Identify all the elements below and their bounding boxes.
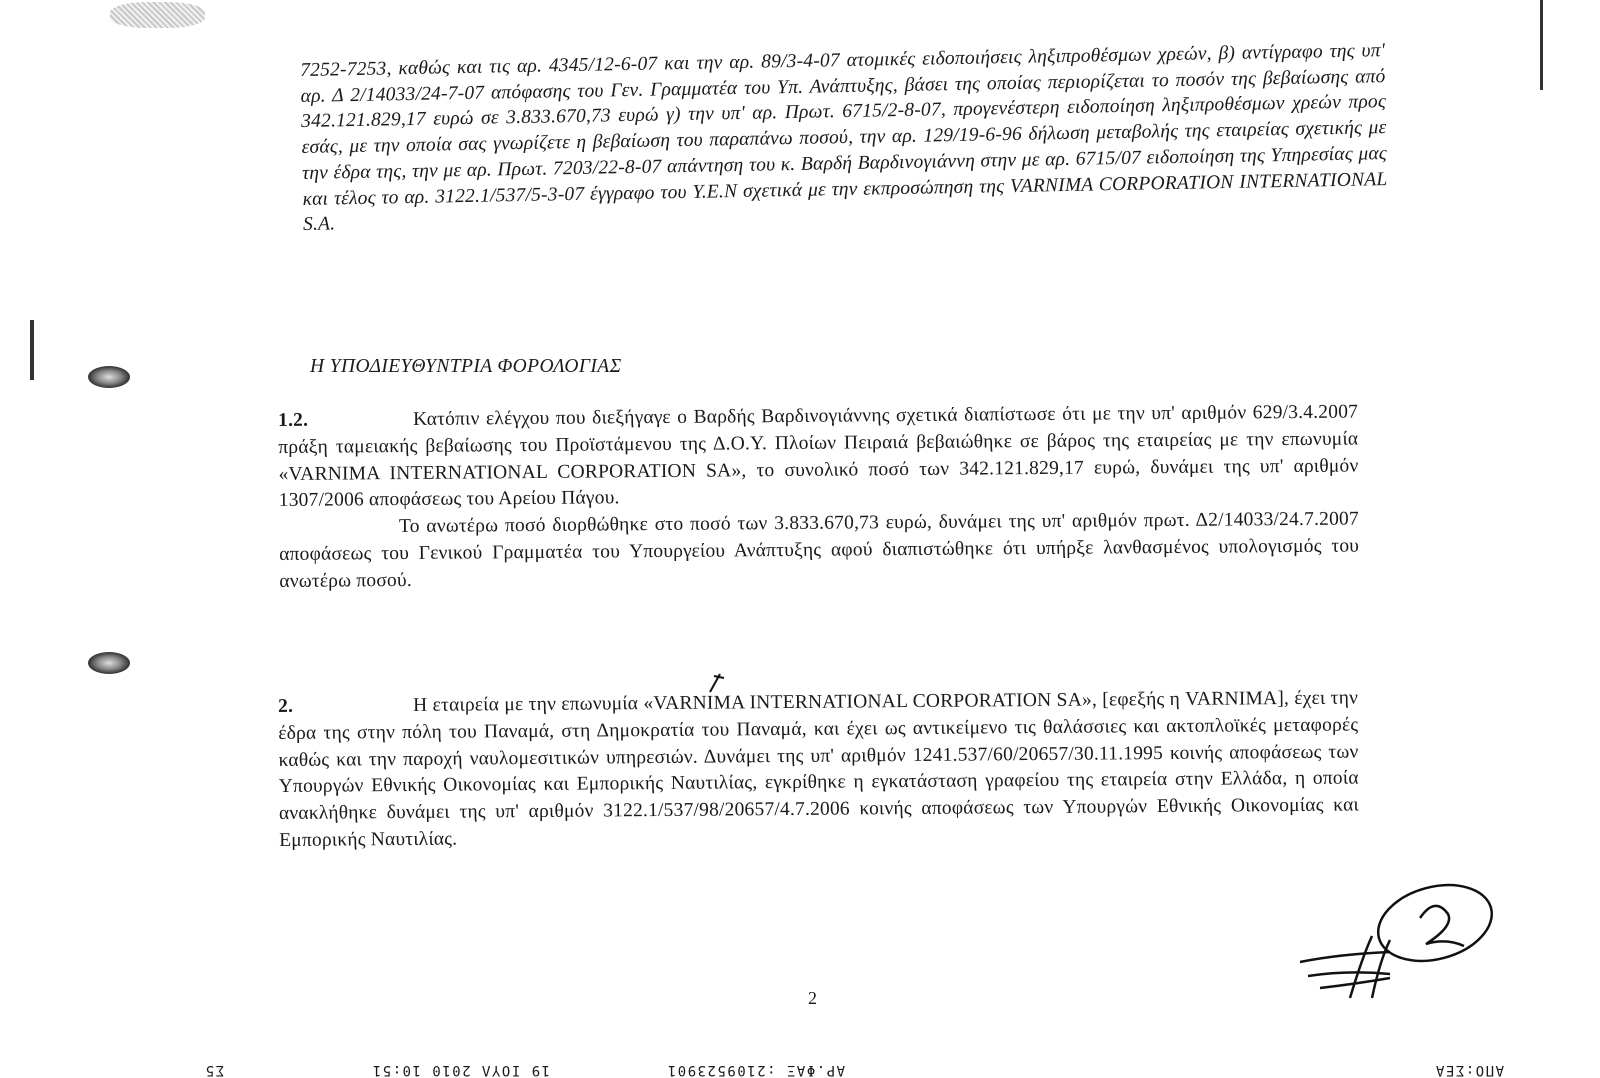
section-paragraph: Κατόπιν ελέγχου που διεξήγαγε ο Βαρδής Βαρδινογιάννης σχετικά διαπίστωσε ότι με την υπ' αριθμόν 629/3.4.2007 πράξη ταμειακής βεβαίωσης του Προϊστάμενου της Δ.Ο.Υ. Πλοίων Πειραιά βεβαιώθηκε σε βάρος της εταιρείας με την επωνυμία «VARNIMA INTERNATIONAL CORPORATION SA», το συνολικό ποσό των 342.121.829,17 ευρώ, δυνάμει της υπ' αριθμόν 1307/2006 αποφάσεως του Αρείου Πάγου.: [278, 401, 1359, 512]
scan-edge-mark-right: [1540, 0, 1543, 90]
handwritten-signature-mark: [1290, 880, 1510, 1005]
top-paragraph: 7252-7253, καθώς και τις αρ. 4345/12-6-07 και την αρ. 89/3-4-07 ατομικές ειδοποιήσεις ληξιπροθέσμων χρεών, β) αντίγραφο της υπ' αρ. Δ 2/14033/24-7-07 απόφασης του Γεν. Γραμματέα του Υπ. Ανάπτυξης, βάσει της οποίας περιορίζεται το ποσόν της βεβαίωσης από 342.121.829,17 ευρώ σε 3.833.670,73 ευρώ γ) την υπ' αρ. Πρωτ. 6715/2-8-07, προγενέστερη ειδοποίηση ληξιπροθέσμων χρεών προς εσάς, με την οποία σας γνωρίζετε η βεβαίωση του παραπάνω ποσού, την αρ. 129/19-6-96 δήλωση μεταβολής της εταιρείας σχετικής με την έδρα της, την με αρ. Πρωτ. 7203/22-8-07 απάντηση του κ. Βαρδή Βαρδινογιάννη στην με αρ. 6715/07 ειδοποίηση της Υπηρεσίας μας και τέλος το αρ. 3122.1/537/5-3-07 έγγραφο του Υ.Ε.Ν σχετικά με την εκπροσώπηση της VARNIMA CORPORATION INTERNATIONAL S.A.: [300, 40, 1388, 236]
page-number: 2: [808, 988, 817, 1008]
section-paragraph-2: Το ανωτέρω ποσό διορθώθηκε στο ποσό των 3.833.670,73 ευρώ, δυνάμει της υπ' αριθμόν πρωτ. Δ2/14033/24.7.2007 αποφάσεως του Γενικού Γραμματέα του Υπουργείου Ανάπτυξης αφού διαπιστώθηκε ότι υπήρξε λανθασμένος υπολογισμός του ανωτέρω ποσού.: [279, 508, 1360, 592]
fax-footer: [0, 1056, 1600, 1078]
fax-page: Σ5: [204, 1062, 224, 1078]
section-heading: Η ΥΠΟΔΙΕΥΘΥΝΤΡΙΑ ΦΟΡΟΛΟΓΙΑΣ: [310, 356, 622, 377]
section-number: 2.: [278, 695, 294, 717]
punch-hole-top: [88, 366, 130, 388]
section-number: 1.2.: [278, 409, 309, 431]
section-2: [278, 686, 1359, 855]
fax-number: ΑΡ.ΦΑΞ :2109523901: [666, 1062, 845, 1078]
fax-from: ΑΠΟ:ΣΕΑ: [1434, 1062, 1504, 1078]
section-1-2: [278, 400, 1359, 596]
section-paragraph: Η εταιρεία με την επωνυμία «VARNIMA INTERNATIONAL CORPORATION SA», [εφεξής η VARNIMA], έχει την έδρα της στην πόλη του Παναμά, στη Δημοκρατία του Παναμά, και έχει ως αντικείμενο τις θαλάσσιες και ακτοπλοϊκές μεταφορές καθώς και την παροχή ναυλομεσιτικών υπηρεσιών. Δυνάμει της υπ' αριθμόν 1241.537/60/20657/30.11.1995 κοινής αποφάσεως των Υπουργών Εθνικής Οικονομίας και Εμπορικής Ναυτιλίας, εγκρίθηκε η εγκατάσταση γραφείου της εταιρεία στην Ελλάδα, η οποία ανακλήθηκε δυνάμει της υπ' αριθμόν 3122.1/537/98/20657/4.7.2006 κοινής αποφάσεως των Υπουργών Εθνικής Οικονομίας και Εμπορικής Ναυτιλίας.: [278, 687, 1359, 851]
punch-hole-bottom: [88, 652, 130, 674]
scan-smudge: [110, 2, 205, 28]
fax-datetime: 19 ΙΟΥΛ 2010 10:51: [371, 1062, 550, 1078]
scan-pen-mark: [700, 668, 740, 698]
scan-edge-mark: [30, 320, 34, 380]
top-italic-block: [300, 38, 1388, 238]
